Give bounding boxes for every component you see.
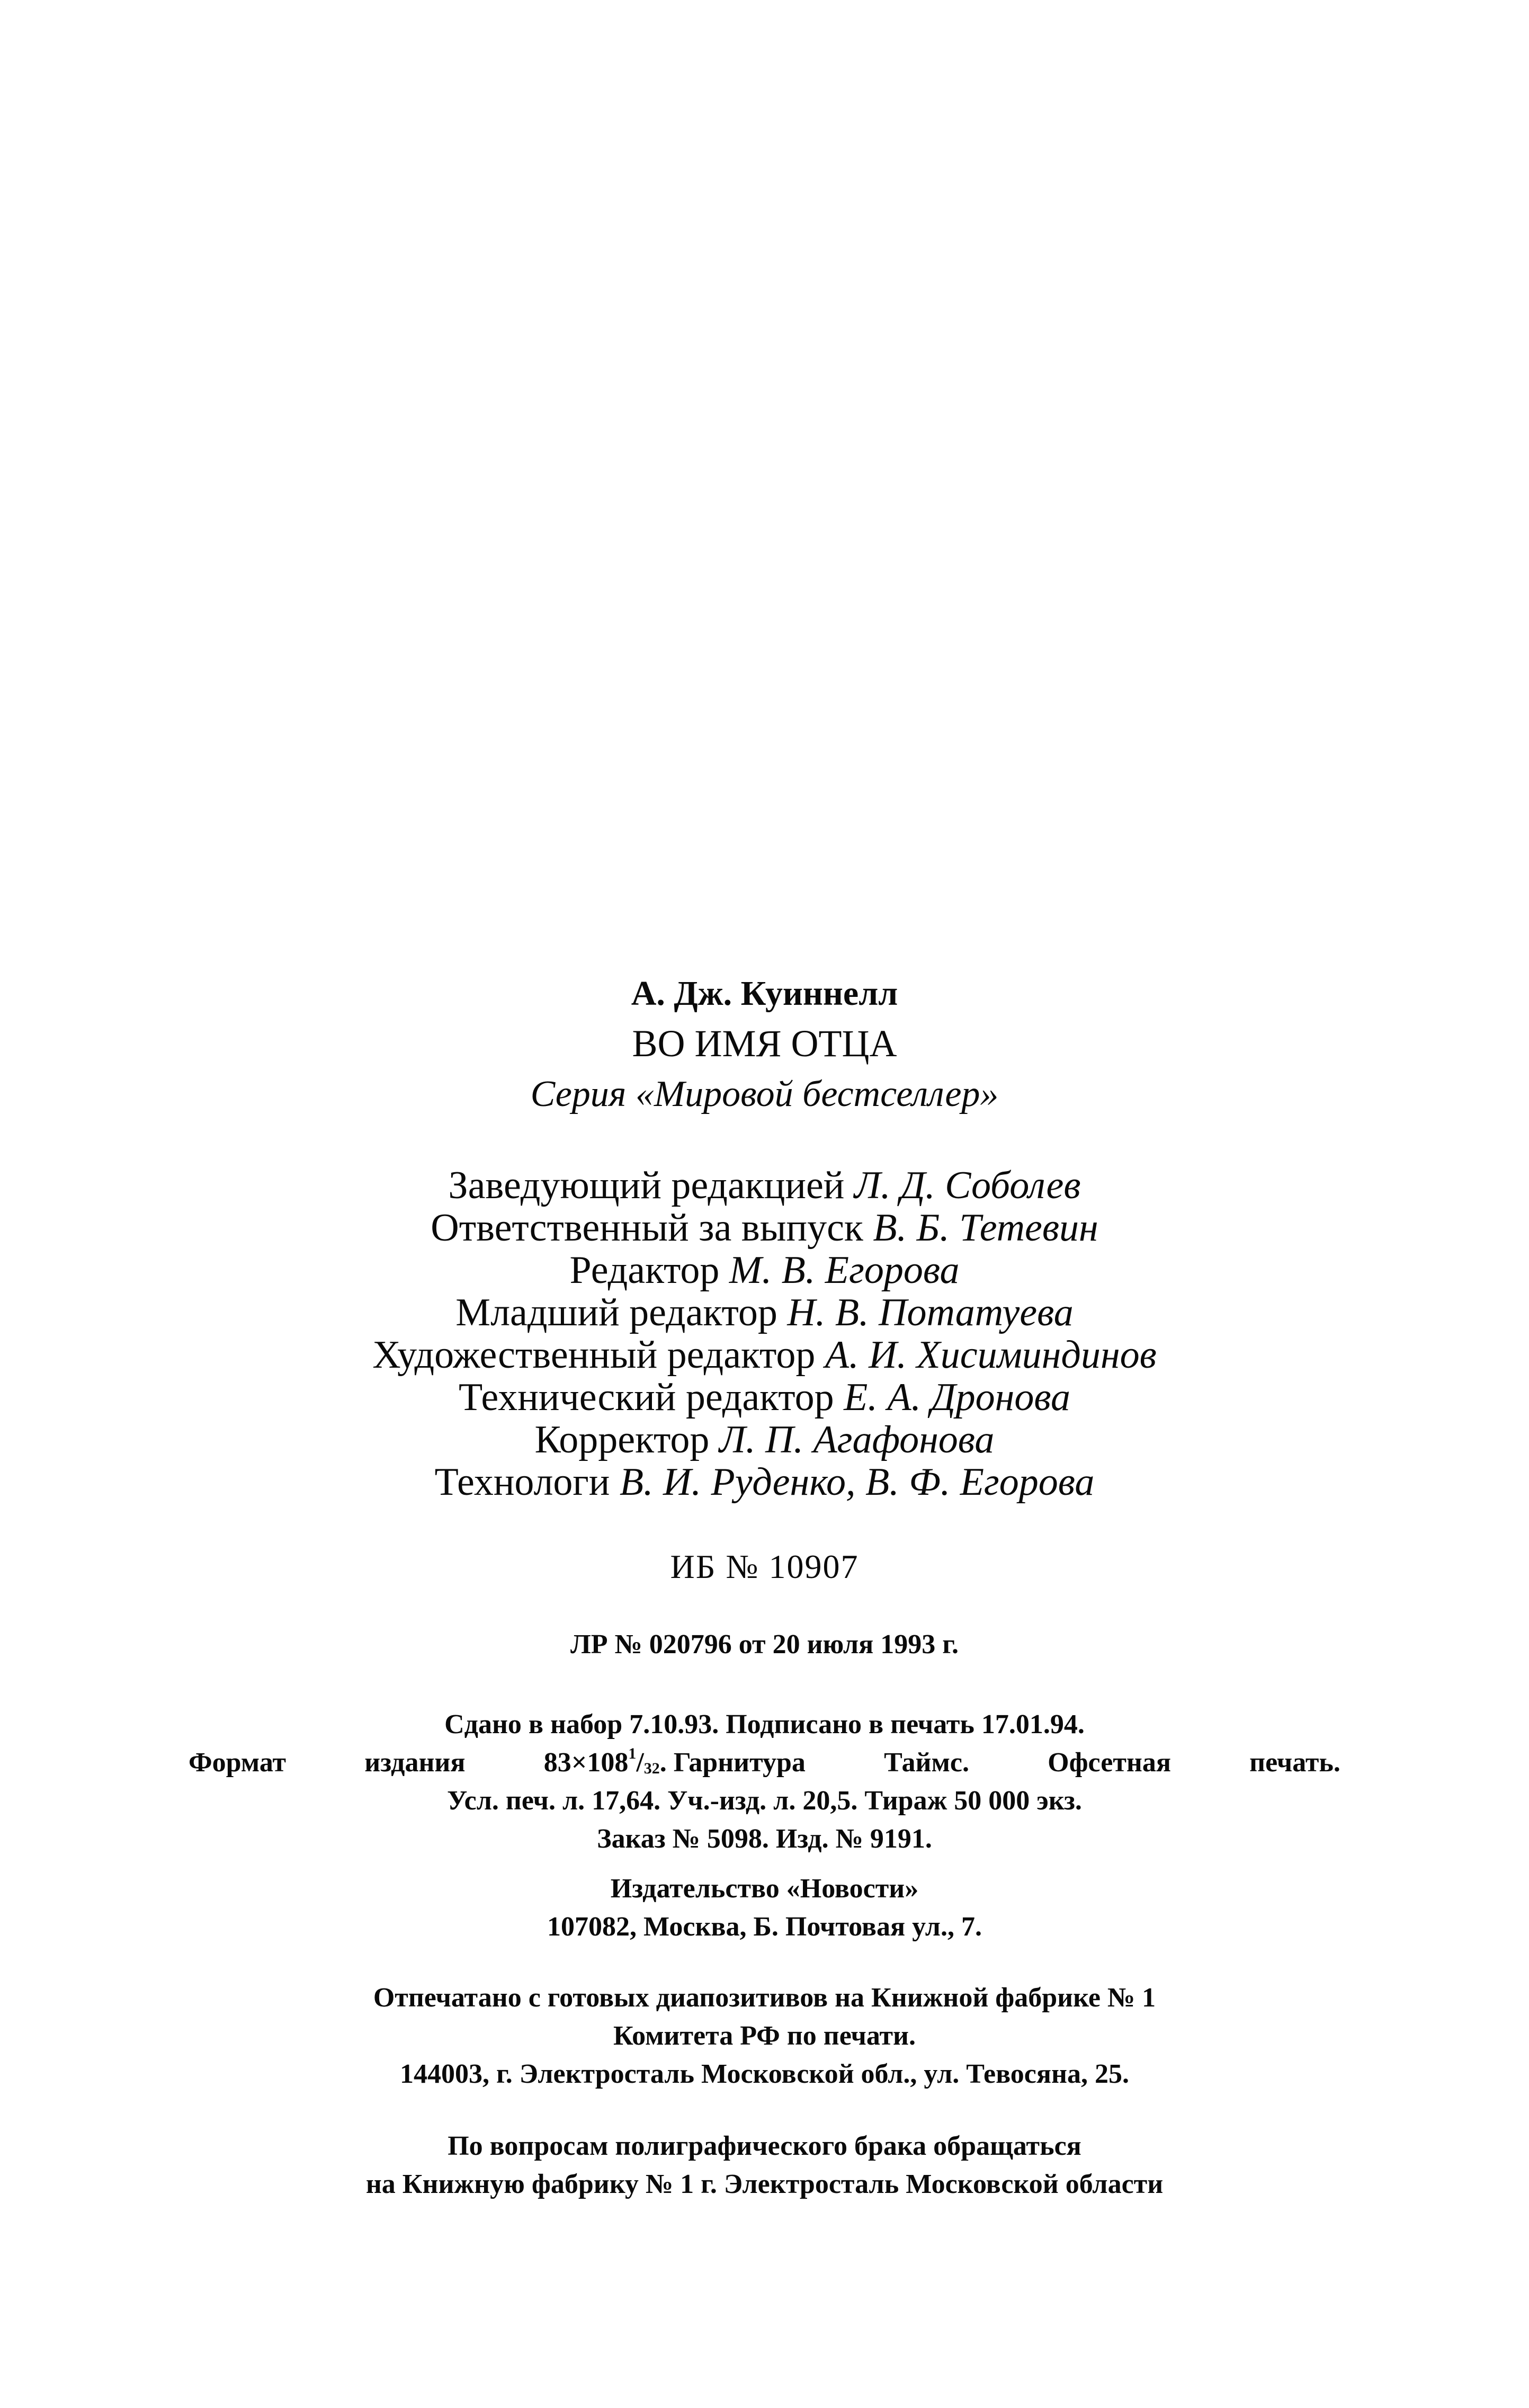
- print-details: [159, 1706, 1370, 1858]
- printer-line-1: Отпечатано с готовых диапозитивов на Книжной фабрике № 1: [373, 1983, 1156, 2013]
- staff-line-tech-editor: Технический редактор Е. А. Дронова: [459, 1376, 1070, 1419]
- license-block: [159, 1626, 1370, 1663]
- print-dates: Сдано в набор 7.10.93. Подписано в печать 17.01.94.: [444, 1709, 1085, 1740]
- print-volume: Усл. печ. л. 17,64. Уч.-изд. л. 20,5. Тираж 50 000 экз.: [447, 1786, 1082, 1816]
- publisher-address: 107082, Москва, Б. Почтовая ул., 7.: [547, 1912, 982, 1942]
- staff-line-responsible: Ответственный за выпуск В. Б. Тетевин: [431, 1206, 1098, 1250]
- staff-line-technologists: Технологи В. И. Руденко, В. Ф. Егорова: [434, 1460, 1095, 1504]
- printer-block: [159, 1979, 1370, 2093]
- defects-line-1: По вопросам полиграфического брака обращаться: [448, 2131, 1081, 2161]
- staff-line-junior-editor: Младший редактор Н. В. Потатуева: [455, 1291, 1074, 1334]
- license-number: ЛР № 020796 от 20 июля 1993 г.: [570, 1629, 959, 1660]
- book-header: [159, 969, 1370, 1120]
- publisher-block: [159, 1870, 1370, 1946]
- ib-number: ИБ № 10907: [670, 1548, 859, 1585]
- printer-address: 144003, г. Электросталь Московской обл., ул. Тевосяна, 25.: [400, 2059, 1129, 2089]
- editorial-staff: [159, 1164, 1370, 1503]
- series-name: Серия «Мировой бестселлер»: [530, 1074, 999, 1114]
- author-name: А. Дж. Куиннелл: [631, 974, 898, 1013]
- defects-notice: [159, 2127, 1370, 2204]
- staff-line-art-editor: Художественный редактор А. И. Хисиминдинов: [372, 1333, 1157, 1377]
- print-format: Формат издания $83\times 108^1/_{32}$. Гарнитура Таймс. Офсетная печать.: [189, 1745, 1340, 1778]
- printer-line-2: Комитета РФ по печати.: [613, 2021, 916, 2051]
- publisher-name: Издательство «Новости»: [610, 1874, 919, 1904]
- staff-line-head-editor: Заведующий редакцией Л. Д. Соболев: [448, 1164, 1081, 1207]
- staff-line-proofreader: Корректор Л. П. Агафонова: [534, 1418, 995, 1461]
- ib-number-block: [159, 1546, 1370, 1588]
- defects-line-2: на Книжную фабрику № 1 г. Электросталь Московской области: [365, 2169, 1164, 2199]
- order-number: Заказ № 5098. Изд. № 9191.: [597, 1824, 932, 1854]
- book-title: ВО ИМЯ ОТЦА: [632, 1022, 897, 1065]
- staff-line-editor: Редактор М. В. Егорова: [569, 1248, 960, 1292]
